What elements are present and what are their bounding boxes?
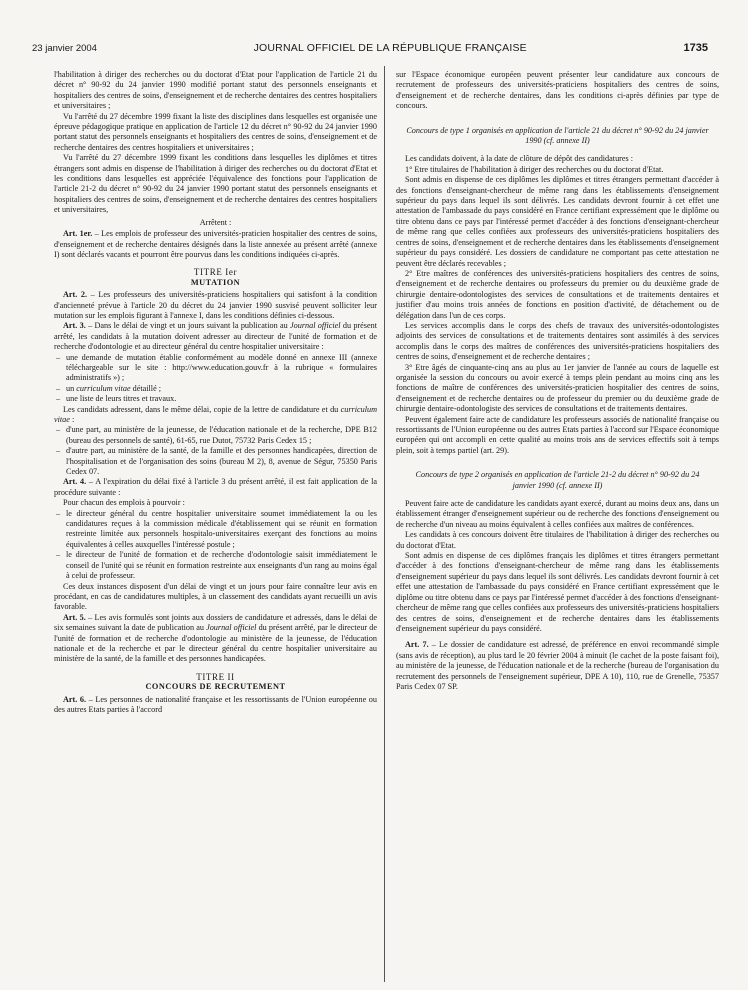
paragraph: sur l'Espace économique européen peuvent présenter leur candidature aux concours de recrutement de professeurs des universités-praticiens hospitaliers des centres de soins, d'enseignement et de recherche dentaires, dans les conditions ci-après définies par type de concours. — [396, 70, 719, 111]
arretent-label: Arrêtent : — [199, 217, 232, 227]
article-text: Dans le délai de vingt et un jours suivant la publication au — [94, 321, 288, 331]
article-label: Art. 5. — [63, 612, 86, 622]
list-item: – une liste de leurs titres et travaux. — [66, 394, 377, 404]
article-text: du présent arrêté, par le directeur de l'unité de formation et de recherche d'odontologie au ministère de la jeunesse, de l'éducation nationale et de la recherche et par le directeur général du centre hospitalier universitaire au ministère de la santé, de la famille et des personnes handicapées. — [54, 623, 378, 664]
left-column — [54, 70, 377, 715]
right-column — [396, 70, 719, 692]
article-text: du présent arrêté, les candidats à la mutation doivent adresser au directeur de l'unité de formation et de recherche d'odontologie et au directeur général du centre hospitalier universitaire : — [54, 321, 377, 352]
article-label: Art. 1er. — [63, 229, 93, 239]
list-item: – le directeur général du centre hospitalier universitaire soumet immédiatement la ou les candidatures reçues à la commission médicale d'établissement qui se réunit en formation restreinte limitée aux personnels hospitalo-universitaires exerçant des fonctions au moins équivalentes à celles auxquelles l'intéressé postule ; — [66, 509, 377, 551]
paragraph: Sont admis en dispense de ces diplômes les diplômes et titres étrangers permettant d'accéder à des fonctions d'enseignant-chercheur de même rang dans les établissements d'enseignement supérieur du pays dans lequel ils sont délivrés. Les candidats devront fournir à cet effet une attestation de l'ambassade du pays considéré en France certifiant expressément que le diplôme ou titre obtenu dans ce pays par l'intéressé permet d'accéder à des fonctions d'enseignant-chercheur de même rang que celles confiées aux professeurs des universités-praticiens hospitaliers des centres de soins, d'enseignement et de recherche dentaires dans les établissements d'enseignement supérieur du pays considéré. Les dossiers de candidature ne comportant pas cette attestation ne peuvent être déclarés recevables ; — [396, 175, 719, 268]
dash: – — [88, 477, 96, 487]
article-text: Les personnes de nationalité française et les ressortissants de l'Union européenne ou des autres Etats parties à l'accord — [54, 694, 377, 714]
article-label: Art. 7. — [405, 640, 429, 650]
article-2 — [54, 290, 377, 321]
article-text: Les emplois de professeur des universités-praticien hospitalier des centres de soins, d'enseignement et de recherche dentaires désignés dans la liste annexée au présent arrêté (annexe I) sont déclarés vacants et pourront être pourvus dans les conditions indiquées ci-après. — [54, 229, 378, 259]
article-5 — [54, 613, 377, 665]
titre-heading: TITRE II — [196, 671, 235, 682]
dash: – — [94, 229, 102, 239]
paragraph: 3° Etre âgés de cinquante-cinq ans au plus au 1er janvier de l'année au cours de laquelle est organisée la session du concours ou avoir exercé à temps plein pendant au moins cinq ans les fonctions de maître de conférences des universités-praticien hospitalier des centres de soins, d'enseignement et de recherche dentaires ou de professeur du premier ou du deuxième grade de chirurgie dentaire-odontologiste des services de consultations et de traitements dentaires. — [396, 362, 719, 414]
list-item — [66, 384, 377, 394]
list-text: un — [66, 383, 75, 393]
paragraph-text: : — [71, 415, 75, 424]
article-text: Les professeurs des universités-praticiens hospitaliers qui satisfont à la condition d'ancienneté prévue à l'article 20 du décret du 24 janvier 1990 susvisé peuvent solliciter leur mutation sur les emplois figurant à l'annexe I, dans les conditions définies ci-dessous. — [54, 290, 378, 320]
journal-title: JOURNAL OFFICIEL DE LA RÉPUBLIQUE FRANÇAISE — [253, 42, 527, 54]
article-7 — [396, 640, 719, 692]
article-label: Art. 3. — [63, 321, 86, 331]
paragraph: Les candidats doivent, à la date de clôture de dépôt des candidatures : — [405, 154, 634, 164]
paragraph: Pour chacun des emplois à pourvoir : — [63, 498, 185, 508]
paragraph: Peuvent également faire acte de candidature les professeurs associés de nationalité française ou ressortissants de l'Union européenne ou des autres Etats parties à l'accord sur l'Espace économique européen qui ont accompli en cette qualité au moins trois ans de services effectifs soit à temps plein, soit à temps partiel (art. 29). — [396, 414, 719, 455]
list-text-italic: curriculum vitae — [76, 383, 131, 393]
dash: – — [88, 694, 96, 704]
paragraph: Ces deux instances disposent d'un délai de vingt et un jours pour faire connaître leur avis en procédant, en cas de candidatures multiples, à un classement des candidats ayant recueilli un avis favorable. — [54, 581, 377, 612]
paragraph-text: Les candidats adressent, dans le même délai, copie de la lettre de candidature et du — [63, 404, 339, 414]
dash: – — [88, 612, 95, 622]
dash-list — [54, 509, 377, 582]
dash: – — [90, 290, 99, 300]
paragraph: 1° Etre titulaires de l'habilitation à diriger des recherches ou du doctorat d'Etat. — [405, 164, 664, 174]
header-date: 23 janvier 2004 — [32, 43, 97, 54]
dash: – — [431, 640, 440, 650]
list-text: détaillé ; — [132, 383, 162, 393]
article-4 — [54, 477, 377, 498]
page-header — [32, 42, 708, 56]
list-item: – une demande de mutation établie conformément au modèle donné en annexe III (annexe téléchargeable sur le site : http://www.education.gouv.fr à la rubrique « formulaires administratifs ») ; — [66, 353, 377, 384]
article-3 — [54, 321, 377, 352]
concours-heading: Concours de type 2 organisés en application de l'article 21-2 du décret n° 90-92 du 24 janvier 1990 (cf. annexe II) — [415, 470, 700, 490]
paragraph: Vu l'arrêté du 27 décembre 1999 fixant les conditions dans lesquelles les diplômes et titres étrangers sont admis en dispense de l'habilitation à diriger des recherches ou du doctorat d'Etat et les conditions dans lesquelles est appréciée l'équivalence des fonctions pour l'application de l'article 21-2 du décret n° 90-92 du 24 janvier 1990 portant statut des personnels enseignants et hospitaliers des centres de soins, d'enseignement et de recherche dentaires des centres hospitaliers et universitaires, — [54, 153, 377, 215]
dash: – — [88, 321, 95, 331]
titre-subheading: CONCOURS DE RECRUTEMENT — [145, 682, 286, 692]
article-text: Le dossier de candidature est adressé, de préférence en envoi recommandé simple (sans avis de réception), au plus tard le 20 février 2004 à minuit (le cachet de la poste faisant foi), au ministère de la jeunesse, de l'éducation nationale et de la recherche (bureau de l'organisation du recrutement des personnels de l'enseignement supérieur, DPE A 10), 110, rue de Grenelle, 75357 Paris Cedex 07 SP. — [396, 640, 720, 691]
article-label: Art. 2. — [63, 290, 88, 300]
article-text: A l'expiration du délai fixé à l'article 3 du présent arrêté, il est fait application de la procédure suivante : — [54, 477, 377, 497]
titre-subheading: MUTATION — [190, 277, 241, 287]
list-item: – d'autre part, au ministère de la santé, de la famille et des personnes handicapées, direction de l'hospitalisation et de l'organisation des soins (bureau M 2), 8, avenue de Ségur, 75350 Paris Cedex 07. — [66, 446, 377, 477]
titre-heading: TITRE Ier — [193, 267, 238, 278]
paragraph: l'habilitation à diriger des recherches ou du doctorat d'Etat pour l'application de l'article 21 du décret n° 90-92 du 24 janvier 1990 modifié portant statut des personnels enseignants et hospitaliers des centres de soins, d'enseignement et de recherche dentaires des centres hospitaliers et universitaires ; — [54, 70, 377, 111]
paragraph-text-italic: curriculum vitae — [54, 404, 378, 424]
journal-officiel-ref: Journal officiel — [290, 321, 341, 331]
article-1 — [54, 229, 377, 260]
journal-officiel-ref: Journal officiel — [206, 623, 257, 633]
paragraph: Sont admis en dispense de ces diplômes français les diplômes et titres étrangers permettant d'accéder à des fonctions d'enseignant-chercheur de même rang dans les établissements d'enseignement supérieur du pays dans lequel ils sont délivrés. Les candidats devront fournir à cet effet une attestation de l'ambassade du pays considéré en France certifiant expressément que le diplôme ou titre obtenu dans ce pays par l'intéressé permet d'accéder à des fonctions d'enseignant-chercheur de même rang que celles confiées aux professeurs des universités-praticiens hospitaliers des centres de soins, d'enseignement et de recherche dentaires dans les établissements d'enseignement supérieur du pays considéré. — [396, 551, 719, 633]
dash-list — [54, 353, 377, 405]
list-item: – le directeur de l'unité de formation et de recherche d'odontologie saisit immédiatement le conseil de l'unité qui se réunit en formation restreinte aux enseignants d'un rang au moins égal à celui de professeur. — [66, 550, 377, 581]
article-label: Art. 4. — [63, 477, 87, 487]
page-number: 1735 — [683, 42, 708, 54]
column-divider — [384, 66, 385, 982]
paragraph: Peuvent faire acte de candidature les candidats ayant exercé, durant au moins deux ans, dans un établissement étranger d'enseignement supérieur ou de recherche des fonctions d'enseignement ou de recherche d'un niveau au moins équivalent à celles confiées aux maîtres de conférences. — [396, 499, 719, 529]
list-item: – d'une part, au ministère de la jeunesse, de l'éducation nationale et de la recherche, DPE B12 (bureau des personnels de santé), 61-65, rue Dutot, 75732 Paris Cedex 15 ; — [66, 425, 377, 446]
article-6 — [54, 695, 377, 716]
paragraph: Les services accomplis dans le corps des chefs de travaux des universités-odontologistes adjoints des services de consultations et de traitements dentaires sont assimilés à des services accomplis dans le corps des maîtres de conférences des universités-praticiens hospitaliers des centres de soins, d'enseignement et de recherche dentaires ; — [396, 320, 719, 362]
paragraph — [54, 405, 377, 426]
article-label: Art. 6. — [63, 694, 87, 704]
article-text: Les avis formulés sont joints aux dossiers de candidature et adressés, dans le délai de six semaines suivant la date de publication au — [54, 612, 377, 633]
concours-heading: Concours de type 1 organisés en application de l'article 21 du décret n° 90-92 du 24 janvier 1990 (cf. annexe II) — [406, 125, 709, 146]
paragraph: 2° Etre maîtres de conférences des universités-praticiens hospitaliers des centres de soins, d'enseignement et de recherche dentaires ou professeurs du premier ou du deuxième grade de chirurgie dentaire-odontologistes des services de consultations et de traitements dentaires et justifier d'au moins trois années de fonctions en position d'activité, de détachement ou de délégation dans l'un de ces corps. — [396, 268, 719, 320]
dash-list — [54, 425, 377, 477]
paragraph: Les candidats à ces concours doivent être titulaires de l'habilitation à diriger des recherches ou du doctorat d'Etat. — [396, 530, 719, 550]
paragraph: Vu l'arrêté du 27 décembre 1999 fixant la liste des disciplines dans lesquelles est organisée une épreuve pédagogique pratique en application de l'article 12 du décret n° 90-92 du 24 janvier 1990 portant statut des personnels enseignants et hospitaliers des centres de soins, d'enseignement et de recherche dentaires des centres hospitaliers et universitaires ; — [54, 111, 377, 152]
